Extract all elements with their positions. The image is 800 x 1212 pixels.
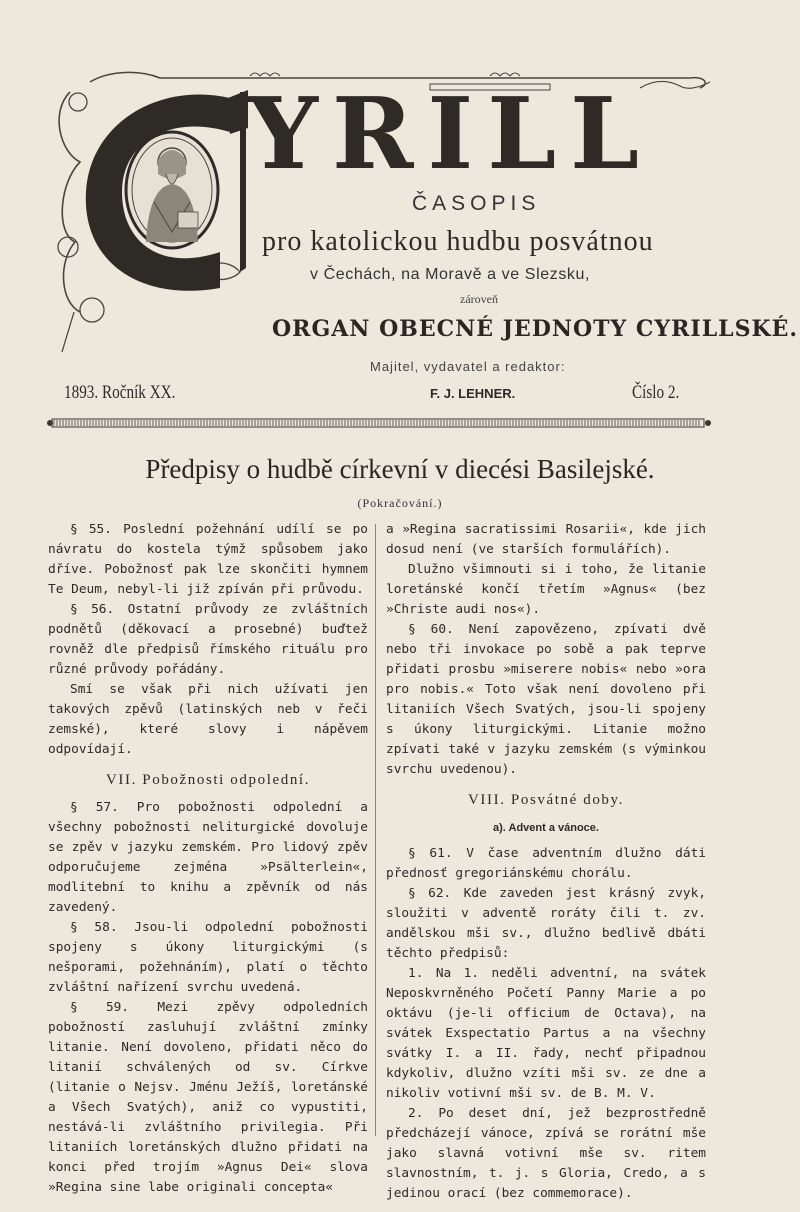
journal-year-volume: 1893. Ročník XX. (64, 382, 176, 403)
article-paragraph: § 59. Mezi zpěvy odpoledních pobožností zasluhují zvláštní zmínky litanie. Není dovoleno, přidati něco do litanií schválených od sv. Církve (litanie o Nejsv. Jménu Ježíš, loretánské a Všech Svatých), aniž co vypustiti, nestává-li zvláštního privilegia. Při litaniích loretánských dlužno přidati na konci před trojím »Agnus Dei« slova »Regina sine labe originali concepta« (48, 1000, 368, 1195)
article-paragraph: § 60. Není zapovězeno, zpívati dvě nebo tři invokace po sobě a pak teprve přidati prosbu »miserere nobis« nebo »ora pro nobis.« Toto však není dovoleno při litaniích Všech Svatých, jsou-li spojeny s úkony liturgickými. Litanie možno zpívati také v jazyku zemském (s výminkou svrchu uvedenou). (386, 622, 706, 777)
article-continued-note: (Pokračování.) (357, 496, 443, 510)
header-divider (46, 416, 712, 430)
section-heading: VIII. Posvátné doby. (467, 792, 624, 808)
article-paragraph: 1. Na 1. neděli adventní, na svátek Neposkvrněného Početí Panny Marie a po oktávu (je-li officium de Octava), na svátek Exspectatio Partus a na všechny svátky I. a II. řady, nechť připadnou kdykoliv, dlužno vzíti mši sv. ze dne a nikoliv votivní mši sv. de B. M. V. (386, 966, 706, 1101)
article-paragraph: § 62. Kde zaveden jest krásný zvyk, sloužiti v adventě roráty čili t. zv. andělskou mši sv., dlužno bedlivě dbáti těchto předpisů: (386, 886, 706, 961)
journal-organ: ORGAN OBECNÉ JEDNOTY CYRILLSKÉ. (272, 316, 799, 342)
article-paragraph: Smí se však při nich užívati jen takových zpěvů (latinských neb v řeči zemské), které slovy i nápěvem odpovídají. (48, 682, 368, 757)
article-paragraph: § 55. Poslední požehnání udílí se po návratu do kostela týmž spůsobem jako dříve. Pobožnosť pak lze skončiti hymnem Te Deum, nebyl-li již zpíván při průvodu. (48, 522, 368, 597)
journal-issue-number: Číslo 2. (632, 382, 680, 403)
section-heading: VII. Pobožnosti odpolední. (105, 772, 311, 788)
article-title: Předpisy o hudbě církevní v diecési Basilejské. (145, 454, 655, 484)
journal-label: ČASOPIS (412, 192, 541, 215)
journal-subtitle: pro katolickou hudbu posvátnou (262, 226, 654, 257)
journal-region: v Čechách, na Moravě a ve Slezsku, (310, 266, 591, 283)
article-paragraph: a »Regina sacratissimi Rosarii«, kde jich dosud není (ve starších formulářích). (386, 522, 706, 557)
journal-editor: F. J. LEHNER. (430, 386, 516, 401)
article-paragraph: 2. Po deset dní, jež bezprostředně předcházejí vánoce, zpívá se rorátní mše jako slavná votivní mše sv. ritem slavnostním, t. j. s Gloria, Credo, a s jedinou orací (bez commemorace). (386, 1106, 706, 1201)
subsection-heading: a). Advent a vánoce. (493, 822, 599, 834)
article-paragraph: § 56. Ostatní průvody ze zvláštních podnětů (děkovací a prosebné) buďtež rovněž dle předpisů římského rituálu pro různé průvody pořádány. (48, 602, 368, 677)
journal-also: zároveň (460, 292, 498, 306)
article-paragraph: § 61. V čase adventním dlužno dáti přednosť gregoriánskému chorálu. (386, 846, 706, 881)
column-divider (375, 524, 376, 1136)
right-column (386, 520, 706, 1204)
journal-owner-label: Majitel, vydavatel a redaktor: (370, 359, 566, 374)
article-paragraph: § 58. Jsou-li odpolední pobožnosti spojeny s úkony liturgickými (s nešporami, požehnáním), platí o těchto zvláštní nařízení svrchu uvedená. (48, 920, 368, 995)
article-paragraph: Dlužno všimnouti si i toho, že litanie loretánské končí třetím »Agnus« (bez »Christe audi nos«). (386, 562, 706, 617)
article-paragraph: § 57. Pro pobožnosti odpolední a všechny pobožnosti neliturgické dovoluje se zpěv v jazyku zemském. Pro lidový zpěv odporučujeme zejména »Psälterlein«, modlitební to knihu a zpěvník od nás zavedený. (48, 800, 368, 915)
left-column (48, 520, 368, 1198)
journal-title: YRILL (248, 77, 654, 192)
